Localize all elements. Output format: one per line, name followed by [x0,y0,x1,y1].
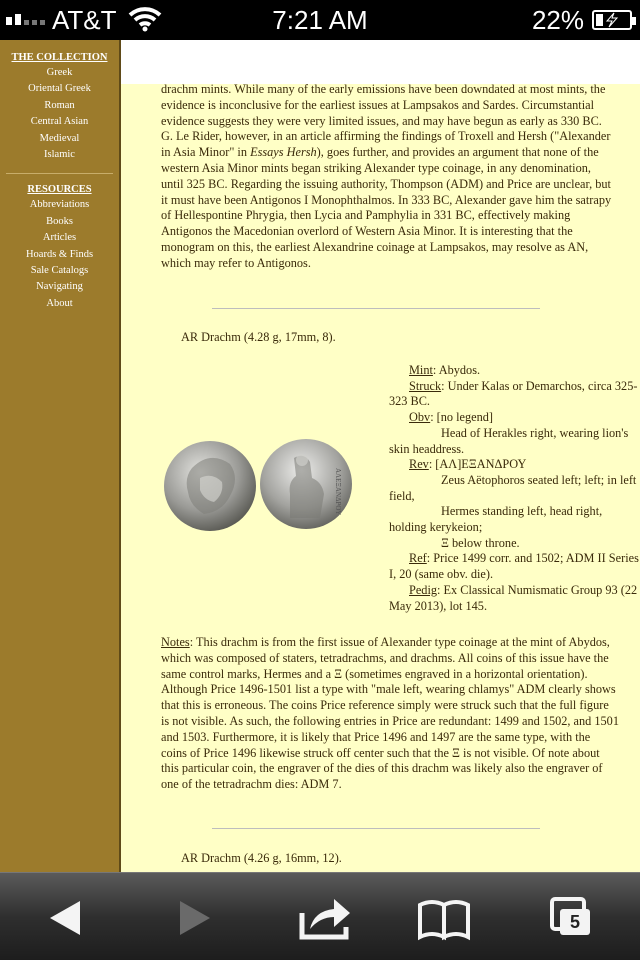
entry-title: AR Drachm (4.26 g, 16mm, 12). [181,851,342,865]
carrier-name: AT&T [52,5,117,35]
notes-text: : This drachm is from the first issue of Alexander type coinage at the mint of Abydos, which was composed of staters, tetradrachms, and drachms. All coins of this issue have the same control marks, Hermes and a Ξ (sometimes engraved in a horizontal orientation). Although Price 1496-1501 list a type with "male left, wearing chlamys" ADM clearly shows that this is erroneous. The coins Price reference simply were struck such that the full figure is not visible. As such, the following entries in Price are redundant: 1499 and 1502, and 1501 and 1503. Furthermore, it is likely that Price 1496 and 1497 are the same type, with the coins of Price 1496 likewise struck off center such that the Ξ is not visible. Of note about this particular coin, the engraver of the dies of this drachm was likely also the engraver of one of the tetradrachm dies: ADM 7. [161,635,619,792]
share-icon[interactable] [294,893,354,943]
sidebar-item-sale-catalogs[interactable]: Sale Catalogs [30,265,89,277]
sidebar-item-about[interactable]: About [46,297,73,309]
coin-details [389,363,640,614]
entry-title: AR Drachm (4.28 g, 17mm, 8). [181,330,336,344]
pedig-line [389,583,640,614]
mint-value: : Abydos. [432,363,481,377]
sidebar-divider [6,173,113,174]
mint-label: Mint [409,363,433,377]
sidebar-item-navigating[interactable]: Navigating [36,281,83,293]
tab-count-badge[interactable]: 5 [560,909,590,935]
notes-label: Notes [161,635,190,649]
obv-value: : [no legend] [430,410,494,425]
sidebar-item-greek[interactable]: Greek [46,67,73,78]
sidebar-item-oriental-greek[interactable]: Oriental Greek [28,83,91,95]
pedig-value: : Ex Classical Numismatic Group 93 (22 May 2013), lot 145. [389,582,638,613]
obv-line [389,410,640,426]
browser-toolbar [0,872,640,960]
obv-label: Obv [409,410,431,425]
notes-paragraph [161,635,619,793]
back-icon[interactable] [36,893,96,943]
struck-value: : Under Kalas or Demarchos, circa 325-323 BC. [389,378,638,409]
resources-heading[interactable]: RESOURCES [27,184,92,196]
rev-label: Rev [409,457,429,472]
collection-heading[interactable]: THE COLLECTION [11,52,108,63]
sidebar-item-abbreviations[interactable]: Abbreviations [29,199,90,211]
sidebar-item-medieval[interactable]: Medieval [39,132,80,144]
divider [212,308,540,309]
struck-line [389,379,640,410]
rev-description-1: Zeus Aëtophoros seated left; left; in left field, [389,472,637,503]
sidebar-item-hoards-finds[interactable]: Hoards & Finds [25,248,94,260]
rev-description-2: Hermes standing left, head right, holding kerykeion; [389,504,603,535]
battery-icon [592,10,632,30]
header-banner [121,40,640,84]
status-clock: 7:21 AM [272,5,368,35]
struck-label: Struck [409,378,442,393]
svg-text:ΑΛΕΞΑΝΔΡΟΥ: ΑΛΕΞΑΝΔΡΟΥ [334,468,342,516]
sidebar-nav [0,40,121,872]
sidebar-item-roman[interactable]: Roman [44,99,75,111]
bookmarks-icon[interactable] [414,893,474,943]
ref-label: Ref [409,551,427,566]
mint-line [389,363,640,379]
battery-percent: 22% [531,5,584,35]
rev-line [389,457,640,473]
sidebar-item-central-asian[interactable]: Central Asian [30,116,89,128]
status-bar [0,0,640,40]
pedig-label: Pedig [409,582,438,597]
forward-icon[interactable] [164,893,224,943]
coin-image[interactable] [160,438,360,538]
web-content[interactable] [0,40,640,872]
obv-description: Head of Herakles right, wearing lion's skin headdress. [389,425,629,456]
intro-text [161,82,621,272]
sidebar-item-articles[interactable]: Articles [42,232,77,244]
intro-paragraph: drachm mints. While many of the early emissions have been downdated at most mints, the evidence is inconclusive for the earliest issues at Lampsakos and Sardes. Circumstantial evidence suggests they were very limited issues, and may have begun as early as 330 BC. G. Le Rider, however, in an article affirming the findings of Troxell and Hersh ("Alexander in Asia Minor" in Essays Hersh), goes further, and provides an argument that none of the western Asia Minor mints began striking Alexander type coinage, in any denomination, until 325 BC. Regarding the issuing authority, Thompson (ADM) and Price are unclear, but it must have been Antigonos I Monophthalmos. In 333 BC, Alexander gave him the satrapy of Hellespontine Phrygia, then Lycia and Pamphylia in 331 BC, effectively making Antigonos the Macedonian overlord of Western Asia Minor. It is interesting that the monogram on this, the earliest Alexandrine coinage at Lampsakos, may resolve as AN, which may refer to Antigonos. [161,82,612,270]
ref-value: : Price 1499 corr. and 1502; ADM II Series I, 20 (same obv. die). [389,551,639,582]
rev-description-3: Ξ below throne. [441,535,520,550]
sidebar-item-islamic[interactable]: Islamic [44,149,75,161]
divider [212,828,540,829]
ref-line [389,551,640,582]
rev-value: : [ΑΛ]ΕΞΑΝΔΡΟΥ [428,457,527,472]
sidebar-item-books[interactable]: Books [46,215,73,227]
